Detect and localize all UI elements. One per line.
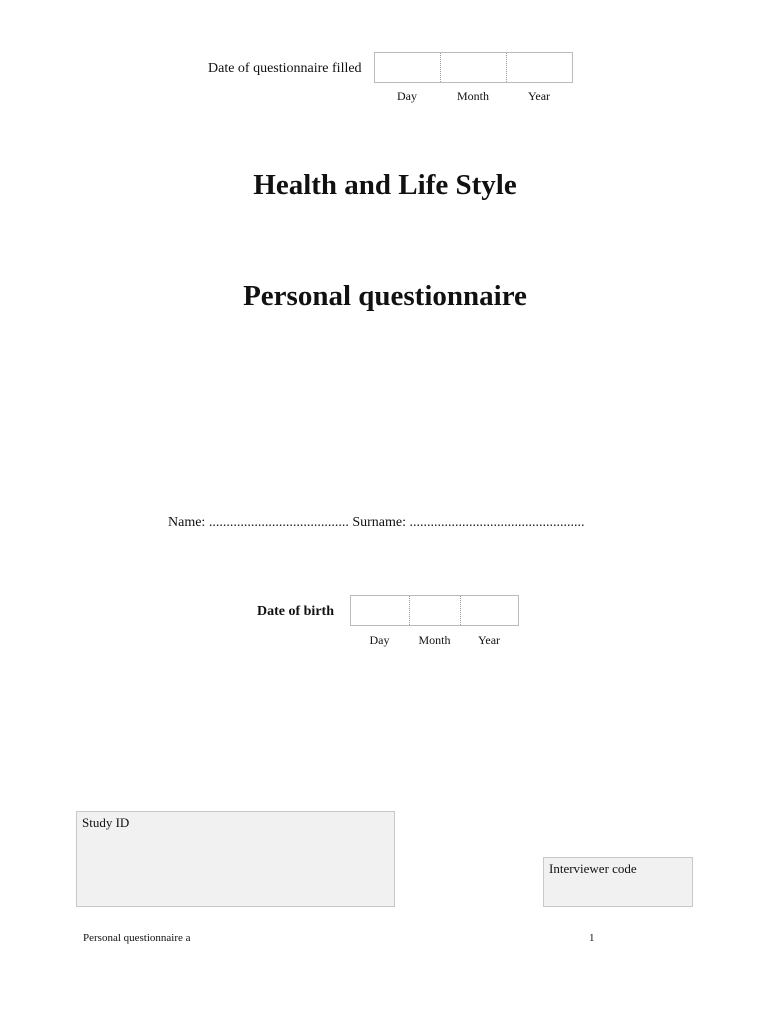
questionnaire-date-captions <box>374 89 572 104</box>
footer-document-name: Personal questionnaire a <box>83 932 191 944</box>
birth-month-caption: Month <box>418 633 451 647</box>
document-subtitle: Personal questionnaire <box>243 280 527 312</box>
birth-month-field[interactable] <box>409 596 460 625</box>
birth-year-field[interactable] <box>460 596 518 625</box>
birth-day-field[interactable] <box>351 596 409 625</box>
day-caption: Day <box>397 89 417 103</box>
page-number: 1 <box>589 932 595 944</box>
date-of-birth-fields <box>350 595 519 626</box>
month-caption: Month <box>456 89 489 103</box>
birth-day-caption: Day <box>369 633 390 647</box>
study-id-box[interactable] <box>76 811 395 907</box>
year-caption: Year <box>527 89 551 103</box>
questionnaire-month-field[interactable] <box>440 53 506 82</box>
questionnaire-year-field[interactable] <box>506 53 572 82</box>
interviewer-code-label: Interviewer code <box>549 861 637 876</box>
questionnaire-date-label: Date of questionnaire filled <box>208 61 362 76</box>
document-title: Health and Life Style <box>253 169 517 201</box>
study-id-label: Study ID <box>82 815 130 830</box>
date-of-birth-captions <box>350 633 518 648</box>
interviewer-code-box[interactable] <box>543 857 693 907</box>
birth-year-caption: Year <box>477 633 501 647</box>
questionnaire-day-field[interactable] <box>375 53 440 82</box>
date-of-birth-label: Date of birth <box>257 604 334 619</box>
questionnaire-date-fields <box>374 52 573 83</box>
name-surname-line[interactable]: Name: ........................................ Surname: .................................................. <box>168 515 585 530</box>
